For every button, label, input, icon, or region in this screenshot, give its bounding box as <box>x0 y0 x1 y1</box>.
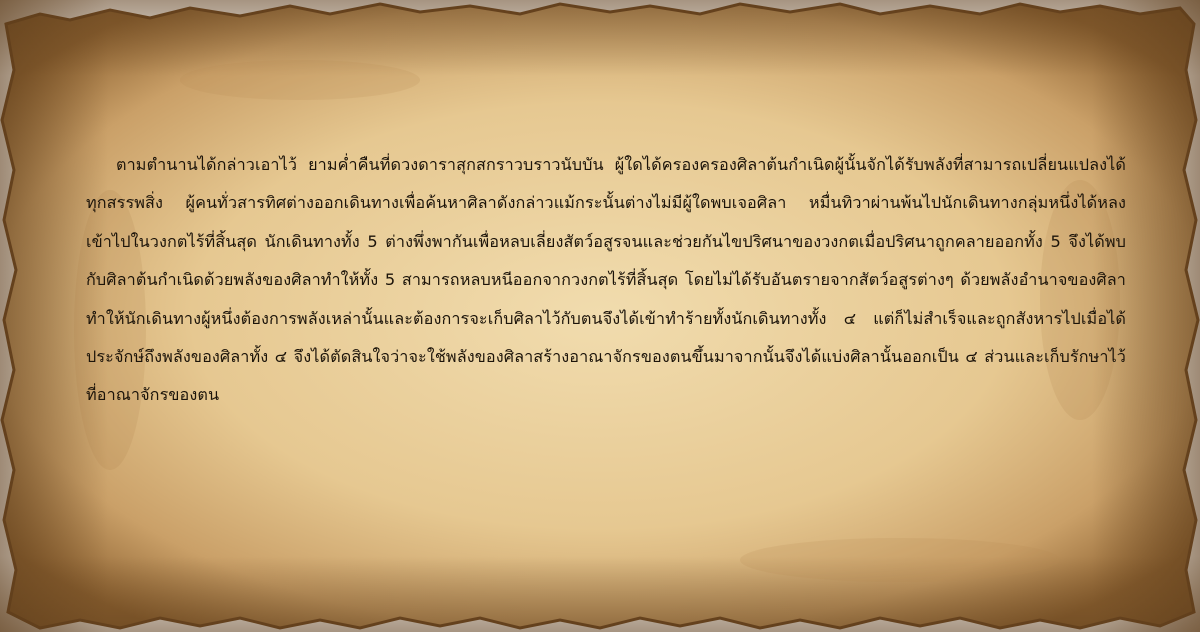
story-paragraph: ตามตำนานได้กล่าวเอาไว้ ยามค่ำคืนที่ดวงดาราสุกสกราวบราวนับบัน ผู้ใดได้ครองครองศิลาต้นกำเนิดผู้นั้นจักได้รับพลังที่สามารถเปลี่ยนแปลงได้ทุกสรรพสิ่ง ผู้คนทั่วสารทิศต่างออกเดินทางเพื่อค้นหาศิลาดังกล่าวแม้กระนั้นต่างไม่มีผู้ใดพบเจอศิลา หมื่นทิวาผ่านพ้นไปนักเดินทางกลุ่มหนึ่งได้หลงเข้าไปในวงกตไร้ที่สิ้นสุด นักเดินทางทั้ง 5 ต่างพึ่งพากันเพื่อหลบเลี่ยงสัตว์อสูรจนและช่วยกันไขปริศนาของวงกตเมื่อปริศนาถูกคลายออกทั้ง 5 จึงได้พบกับศิลาต้นกำเนิดด้วยพลังของศิลาทำให้ทั้ง 5 สามารถหลบหนีออกจากวงกตไร้ที่สิ้นสุด โดยไม่ได้รับอันตรายจากสัตว์อสูรต่างๆ ด้วยพลังอำนาจของศิลาทำให้นักเดินทางผู้หนึ่งต้องการพลังเหล่านั้นและต้องการจะเก็บศิลาไว้กับตนจึงได้เข้าทำร้ายทั้งนักเดินทางทั้ง ๔ แต่ก็ไม่สำเร็จและถูกสังหารไปเมื่อได้ประจักษ์ถึงพลังของศิลาทั้ง ๔ จึงได้ตัดสินใจว่าจะใช้พลังของศิลาสร้างอาณาจักรของตนขึ้นมาจากนั้นจึงได้แบ่งศิลานั้นออกเป็น ๔ ส่วนและเก็บรักษาไว้ที่อาณาจักรของตน <box>86 155 1126 405</box>
